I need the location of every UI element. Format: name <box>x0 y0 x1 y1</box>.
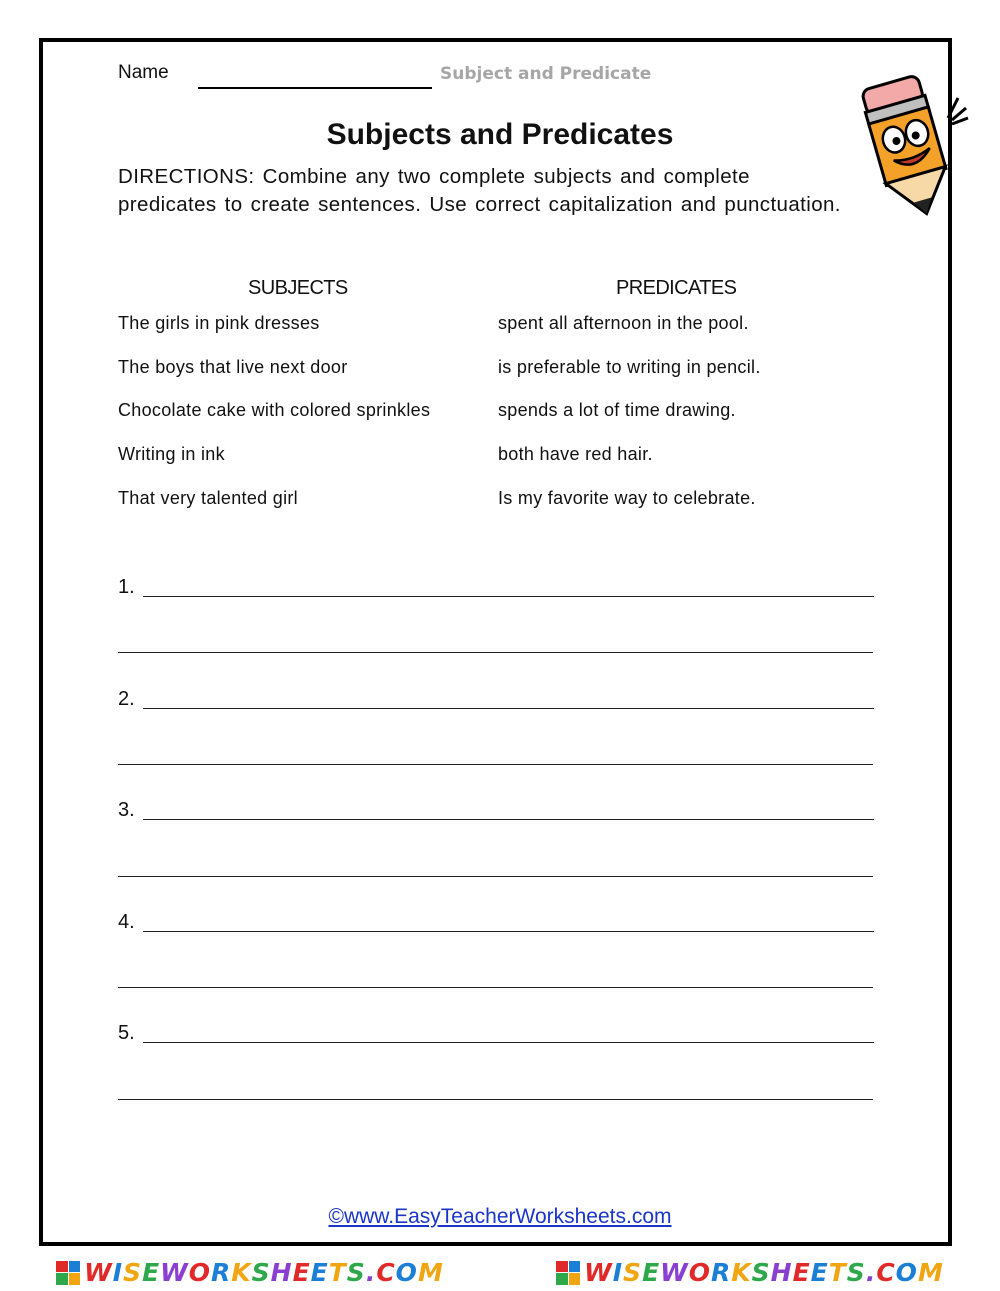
predicate-item: Is my favorite way to celebrate. <box>498 488 756 508</box>
page-title: Subjects and Predicates <box>326 118 674 151</box>
wise-logo-icon <box>556 1261 580 1285</box>
answer-line[interactable] <box>143 596 874 597</box>
answer-line[interactable] <box>143 819 874 820</box>
watermark-block <box>56 1258 444 1287</box>
name-input-line[interactable] <box>198 87 432 89</box>
name-label: Name <box>118 62 169 83</box>
answer-line[interactable] <box>143 708 874 709</box>
subject-item: Writing in ink <box>118 444 225 464</box>
answer-line[interactable] <box>118 1099 873 1100</box>
predicate-item: both have red hair. <box>498 444 653 464</box>
watermark-text: WISEWORKSHEETS.COM <box>584 1258 944 1287</box>
answer-line[interactable] <box>118 876 873 877</box>
watermark-block <box>556 1258 944 1287</box>
answer-number: 5. <box>118 1022 135 1044</box>
subject-item: The girls in pink dresses <box>118 313 320 333</box>
predicates-header: PREDICATES <box>616 277 737 299</box>
footer-link[interactable]: ©www.EasyTeacherWorksheets.com <box>328 1205 672 1228</box>
wise-logo-icon <box>56 1261 80 1285</box>
answer-line[interactable] <box>143 931 874 932</box>
answer-line[interactable] <box>118 652 873 653</box>
answer-number: 2. <box>118 688 135 710</box>
header-tag: Subject and Predicate <box>440 64 652 84</box>
predicate-item: spends a lot of time drawing. <box>498 400 736 420</box>
answer-line[interactable] <box>118 987 873 988</box>
predicate-item: spent all afternoon in the pool. <box>498 313 749 333</box>
answer-number: 4. <box>118 911 135 933</box>
subject-item: The boys that live next door <box>118 357 348 377</box>
directions-text: DIRECTIONS: Combine any two complete subjects and complete predicates to create sentences. Use correct capitalization and punctuation. <box>118 165 841 216</box>
subject-item: That very talented girl <box>118 488 298 508</box>
watermark-banner <box>0 1254 1000 1291</box>
answer-line[interactable] <box>118 764 873 765</box>
answer-line[interactable] <box>143 1042 874 1043</box>
subjects-header: SUBJECTS <box>248 277 348 299</box>
worksheet-frame <box>39 38 952 1246</box>
subject-item: Chocolate cake with colored sprinkles <box>118 400 431 420</box>
answer-number: 1. <box>118 576 135 598</box>
answer-number: 3. <box>118 799 135 821</box>
predicate-item: is preferable to writing in pencil. <box>498 357 761 377</box>
watermark-text: WISEWORKSHEETS.COM <box>84 1258 444 1287</box>
